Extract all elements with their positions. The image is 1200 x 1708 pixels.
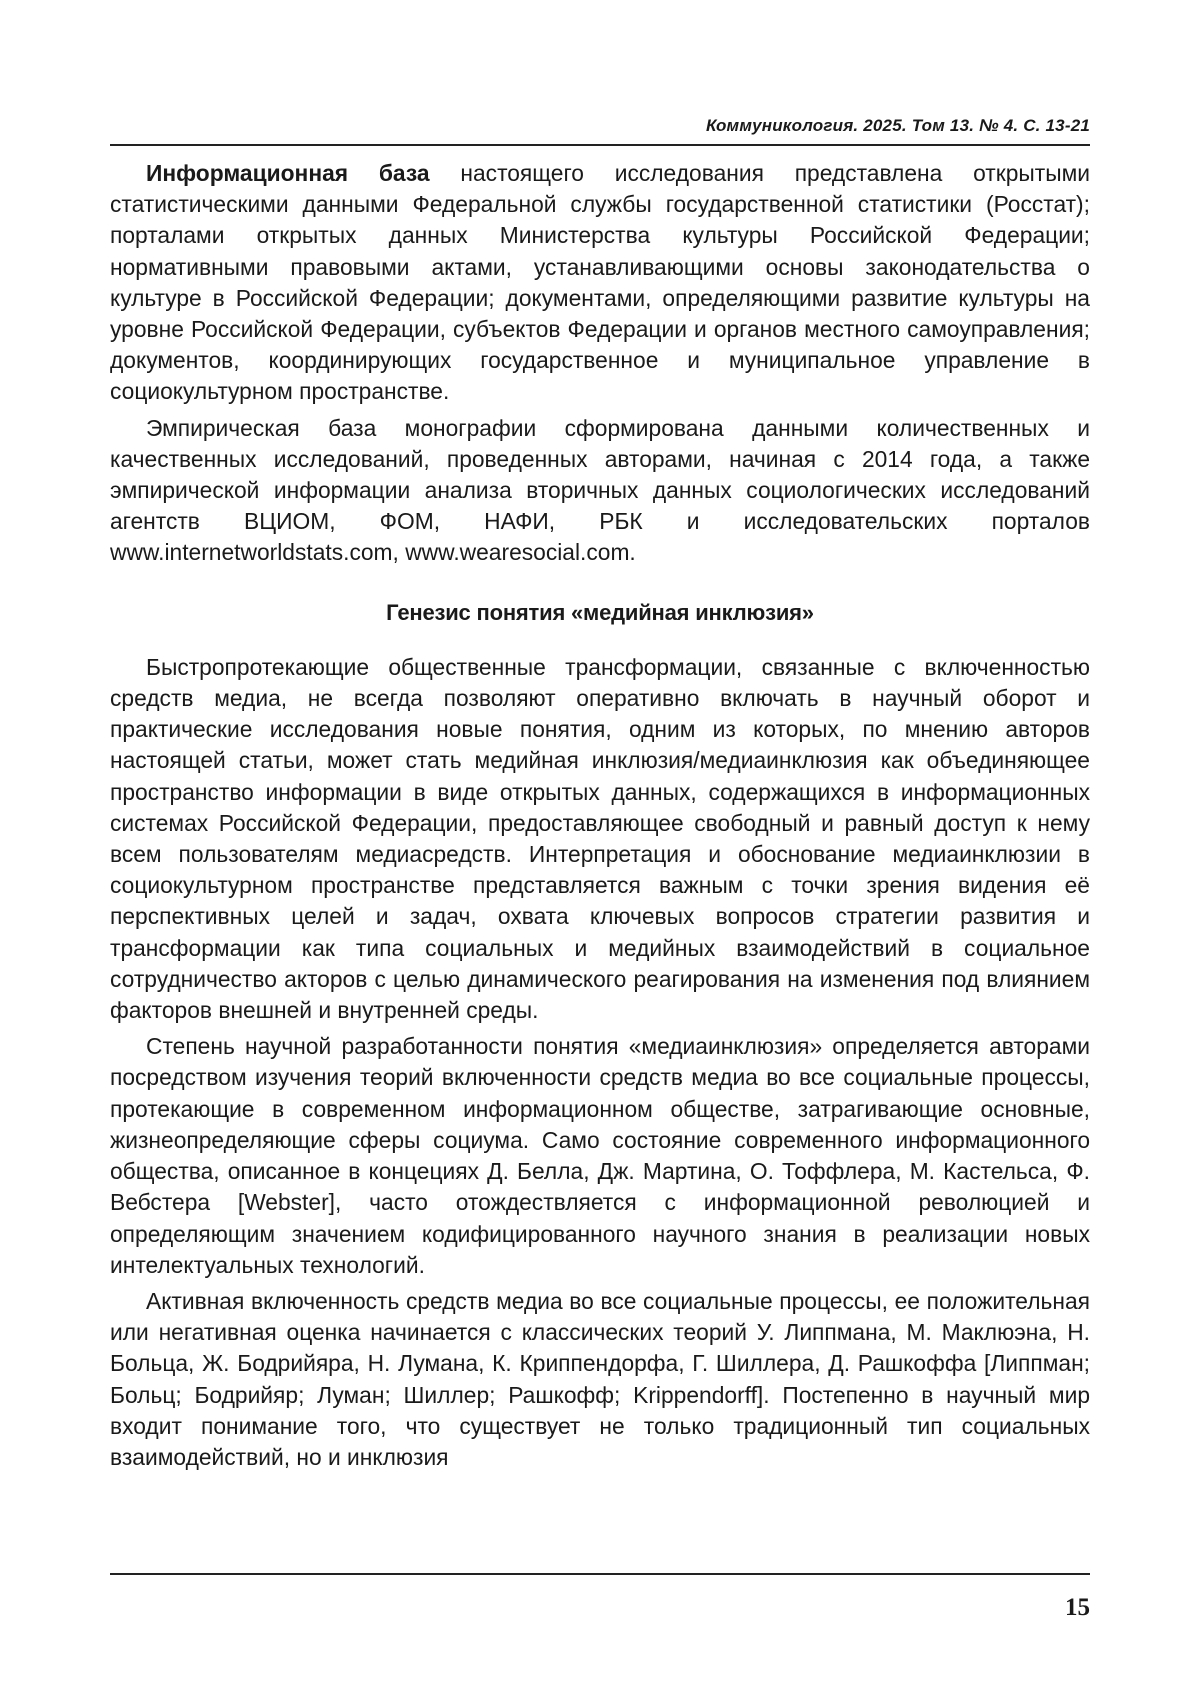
paragraph-transformations: Быстропротекающие общественные трансформации, связанные с включенностью средств медиа, не всегда позволяют оперативно включать в научный оборот и практические исследования новые понятия, одним из которых, по мнению авторов настоящей статьи, может стать медийная инклюзия/медиаинклюзия как объединяющее пространство информации в виде открытых данных, содержащихся в информационных системах Российской Федерации, предоставляющее свободный и равный доступ к нему всем пользователям медиасредств. Интерпретация и обоснование медиаинклюзии в социокультурном пространстве представляется важным с точки зрения видения её перспективных целей и задач, охвата ключевых вопросов стратегии развития и трансформации как типа социальных и медийных взаимодействий в социальное сотрудничество акторов с целью динамического реагирования на изменения под влиянием факторов внешней и внутренней среды. [110, 653, 1090, 1024]
running-header: Коммуникология. 2025. Том 13. № 4. С. 13-21 [705, 116, 1090, 135]
paragraph-text: настоящего исследования представлена открытыми статистическими данными Федеральной службы государственной статистики (Росстат); порталами открытых данных Министерства культуры Российской Федерации; нормативными правовыми актами, устанавливающими основы законодательства о культуре в Российской Федерации; документами, определяющими развитие культуры на уровне Российской Федерации, субъектов Федерации и органов местного самоуправления; документов, координирующих государственное и муниципальное управление в социокультурном пространстве. [110, 160, 1090, 405]
paragraph-lead-term: Информационная база [146, 160, 430, 186]
paragraph-media-involvement: Активная включенность средств медиа во все социальные процессы, ее положительная или негативная оценка начинается с классических теорий У. Липпмана, М. Маклюэна, Н. Больца, Ж. Бодрийяра, Н. Лумана, К. Криппендорфа, Г. Шиллера, Д. Рашкоффа [Липпман; Больц; Бодрийяр; Луман; Шиллер; Рашкофф; Krippendorff]. Постепенно в научный мир входит понимание того, что существует не только традиционный тип социальных взаимодействий, но и инклюзия [110, 1287, 1090, 1470]
page-number: 15 [1065, 1594, 1090, 1621]
article-body [110, 158, 1090, 1478]
paragraph-empirical-base: Эмпирическая база монографии сформирована данными количественных и качественных исследований, проведенных авторами, начиная с 2014 года, а также эмпирической информации анализа вторичных данных социологических исследований агентств ВЦИОМ, ФОМ, НАФИ, РБК и исследовательских порталов www.internetworldstats.com, www.wearesocial.com. [110, 414, 1090, 566]
section-heading: Генезис понятия «медийная инклюзия» [386, 599, 814, 625]
paragraph-information-base [110, 158, 1090, 408]
paragraph-research-degree: Степень научной разработанности понятия «медиаинклюзия» определяется авторами посредством изучения теорий включенности средств медиа во все социальные процессы, протекающие в современном информационном обществе, затрагивающие основные, жизнеопределяющие сферы социума. Само состояние современного информационного общества, описанное в концециях Д. Белла, Дж. Мартина, О. Тоффлера, М. Кастельса, Ф. Вебстера [Webster], часто отождествляется с информационной революцией и определяющим значением кодифицированного научного знания в реализации новых интелектуальных технологий. [110, 1033, 1090, 1278]
footer-rule [110, 1573, 1090, 1575]
header-rule [110, 144, 1090, 146]
